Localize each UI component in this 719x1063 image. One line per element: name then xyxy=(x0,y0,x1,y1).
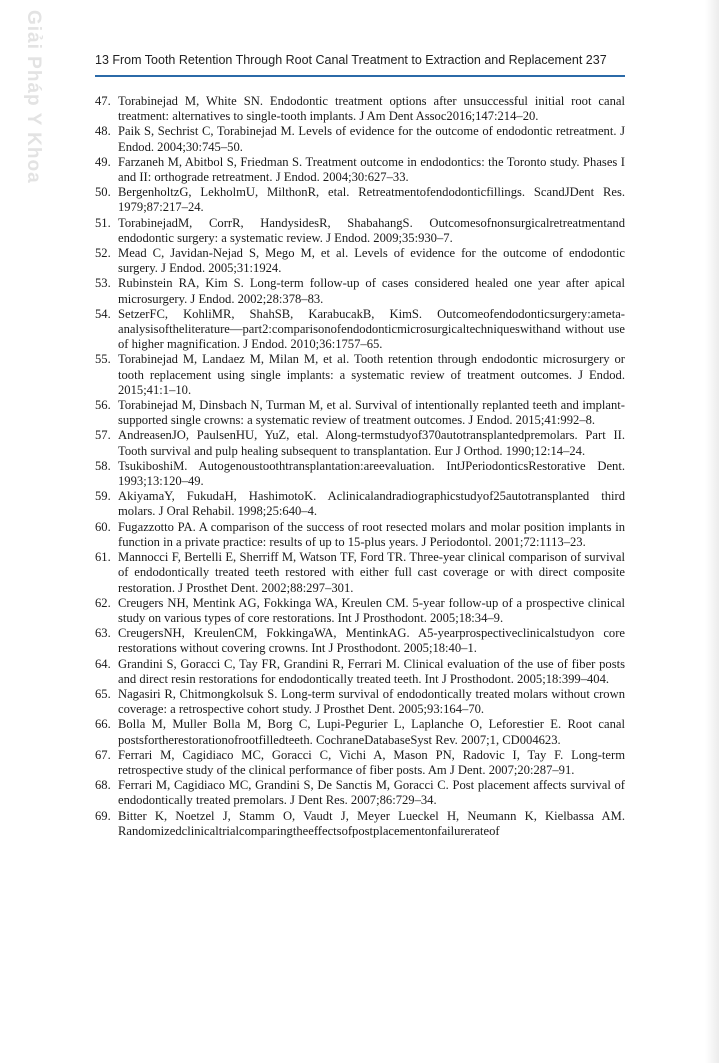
reference-item xyxy=(95,94,625,124)
reference-item xyxy=(95,748,625,778)
reference-text: AkiyamaY, FukudaH, HashimotoK. Aclinicalandradiographicstudyof25autotransplanted third molars. J Oral Rehabil. 1998;25:640–4. xyxy=(118,489,625,519)
reference-text: Torabinejad M, Landaez M, Milan M, et al. Tooth retention through endodontic microsurgery or tooth replacement using single implants: a systematic review of treatment outcomes. J Endod. 2015;41:1–10. xyxy=(118,352,625,397)
reference-number: 59. xyxy=(95,489,111,504)
reference-number: 48. xyxy=(95,124,111,139)
reference-number: 64. xyxy=(95,656,111,671)
reference-text: TorabinejadM, CorrR, HandysidesR, ShabahangS. Outcomesofnonsurgicalretreatmentand endodontic surgery: a systematic review. J Endod. 2009;35:930–7. xyxy=(118,215,625,245)
reference-item xyxy=(95,778,625,808)
reference-item xyxy=(95,428,625,458)
reference-text: CreugersNH, KreulenCM, FokkingaWA, MentinkAG. A5-yearprospectiveclinicalstudyon core restorations without covering crowns. Int J Prosthodont. 2005;18:40–1. xyxy=(118,626,625,656)
reference-text: Torabinejad M, Dinsbach N, Turman M, et al. Survival of intentionally replanted teeth and implant-supported single crowns: a systematic review of treatment outcomes. J Endod. 2015;41:992–8. xyxy=(118,398,625,428)
reference-item xyxy=(95,596,625,626)
reference-item xyxy=(95,307,625,353)
reference-number: 55. xyxy=(95,352,111,367)
reference-text: Ferrari M, Cagidiaco MC, Goracci C, Vichi A, Mason PN, Radovic I, Tay F. Long-term retrospective study of the clinical performance of fiber posts. Am J Dent. 2007;20:287–91. xyxy=(118,747,625,777)
reference-text: Farzaneh M, Abitbol S, Friedman S. Treatment outcome in endodontics: the Toronto study. Phases I and II: orthograde retreatment. J Endod. 2004;30:627–33. xyxy=(118,154,625,185)
reference-text: Paik S, Sechrist C, Torabinejad M. Levels of evidence for the outcome of endodontic retreatment. J Endod. 2004;30:745–50. xyxy=(118,124,625,154)
page-edge-shadow xyxy=(705,0,719,1063)
reference-number: 58. xyxy=(95,458,111,473)
header-rule xyxy=(95,75,625,77)
reference-text: SetzerFC, KohliMR, ShahSB, KarabucakB, KimS. Outcomeofendodonticsurgery:ameta-analysisoftheliterature—part2:comparisonofendodonticmicrosurgicaltechniqueswithand without use of higher magnification. J Endod. 2010;36:1757–65. xyxy=(118,306,625,352)
reference-text: Torabinejad M, White SN. Endodontic treatment options after unsuccessful initial root canal treatment: alternatives to single-tooth implants. J Am Dent Assoc2016;147:214–20. xyxy=(118,94,625,124)
reference-text: Creugers NH, Mentink AG, Fokkinga WA, Kreulen CM. 5-year follow-up of a prospective clinical study on various types of core restorations. Int J Prosthodont. 2005;18:34–9. xyxy=(118,595,625,625)
reference-item xyxy=(95,185,625,215)
reference-text: AndreasenJO, PaulsenHU, YuZ, etal. Along-termstudyof370autotransplantedpremolars. Part II. Tooth survival and pulp healing subsequent to transplantation. Eur J Orthod. 1990;12:14–24. xyxy=(118,428,625,458)
watermark: Giải Pháp Y Khoa xyxy=(23,10,44,184)
reference-number: 53. xyxy=(95,276,111,291)
reference-item xyxy=(95,657,625,687)
reference-item xyxy=(95,398,625,428)
reference-number: 69. xyxy=(95,808,111,823)
reference-number: 60. xyxy=(95,519,111,534)
reference-item xyxy=(95,520,625,550)
reference-item xyxy=(95,276,625,306)
reference-number: 52. xyxy=(95,246,111,261)
reference-text: Grandini S, Goracci C, Tay FR, Grandini R, Ferrari M. Clinical evaluation of the use of fiber posts and direct resin restorations for endodontically treated teeth. Int J Prosthodont. 2005;18:399–404. xyxy=(118,656,625,686)
reference-text: Bolla M, Muller Bolla M, Borg C, Lupi-Pegurier L, Laplanche O, Leforestier E. Root canal postsfortherestorationofrootfilledteeth. CochraneDatabaseSyst Rev. 2007;1, CD004623. xyxy=(118,717,625,747)
reference-number: 49. xyxy=(95,154,111,169)
reference-item xyxy=(95,809,625,839)
reference-text: Mannocci F, Bertelli E, Sherriff M, Watson TF, Ford TR. Three-year clinical comparison of survival of endodontically treated teeth restored with either full cast coverage or with direct composite restoration. J Prosthet Dent. 2002;88:297–301. xyxy=(118,550,625,595)
reference-item xyxy=(95,717,625,747)
reference-number: 62. xyxy=(95,595,111,610)
reference-item xyxy=(95,550,625,596)
reference-number: 68. xyxy=(95,778,111,793)
reference-item xyxy=(95,489,625,519)
reference-text: Bitter K, Noetzel J, Stamm O, Vaudt J, Meyer Lueckel H, Neumann K, Kielbassa AM. Randomizedclinicaltrialcomparingtheeffectsofpostplacementonfailurerateof xyxy=(118,808,625,838)
reference-text: Fugazzotto PA. A comparison of the success of root resected molars and molar position implants in function in a private practice: results of up to 15-plus years. J Periodontol. 2001;72:1113–23. xyxy=(118,519,625,549)
reference-number: 65. xyxy=(95,686,111,701)
reference-number: 56. xyxy=(95,398,111,413)
reference-list xyxy=(95,94,625,839)
reference-item xyxy=(95,459,625,489)
reference-item xyxy=(95,626,625,656)
reference-text: TsukiboshiM. Autogenoustoothtransplantation:areevaluation. IntJPeriodonticsRestorative Dent. 1993;13:120–49. xyxy=(118,458,625,489)
reference-text: Rubinstein RA, Kim S. Long-term follow-up of cases considered healed one year after apical microsurgery. J Endod. 2002;28:378–83. xyxy=(118,276,625,306)
reference-text: BergenholtzG, LekholmU, MilthonR, etal. Retreatmentofendodonticfillings. ScandJDent Res. 1979;87:217–24. xyxy=(118,185,625,215)
running-header: 13 From Tooth Retention Through Root Canal Treatment to Extraction and Replacement 237 xyxy=(95,53,607,67)
reference-text: Nagasiri R, Chitmongkolsuk S. Long-term survival of endodontically treated molars without crown coverage: a retrospective cohort study. J Prosthet Dent. 2005;93:164–70. xyxy=(118,686,625,717)
reference-number: 54. xyxy=(95,306,111,321)
reference-number: 50. xyxy=(95,185,111,200)
reference-number: 61. xyxy=(95,550,111,565)
reference-number: 51. xyxy=(95,215,111,230)
reference-number: 66. xyxy=(95,717,111,732)
reference-number: 47. xyxy=(95,94,111,108)
reference-text: Mead C, Javidan-Nejad S, Mego M, et al. Levels of evidence for the outcome of endodontic surgery. J Endod. 2005;31:1924. xyxy=(118,246,625,276)
reference-item xyxy=(95,687,625,717)
reference-item xyxy=(95,246,625,276)
reference-item xyxy=(95,155,625,185)
reference-number: 63. xyxy=(95,626,111,641)
reference-item xyxy=(95,216,625,246)
reference-number: 67. xyxy=(95,747,111,762)
reference-item xyxy=(95,352,625,398)
reference-text: Ferrari M, Cagidiaco MC, Grandini S, De Sanctis M, Goracci C. Post placement affects survival of endodontically treated premolars. J Dent Res. 2007;86:729–34. xyxy=(118,778,625,808)
reference-number: 57. xyxy=(95,428,111,443)
reference-item xyxy=(95,124,625,154)
